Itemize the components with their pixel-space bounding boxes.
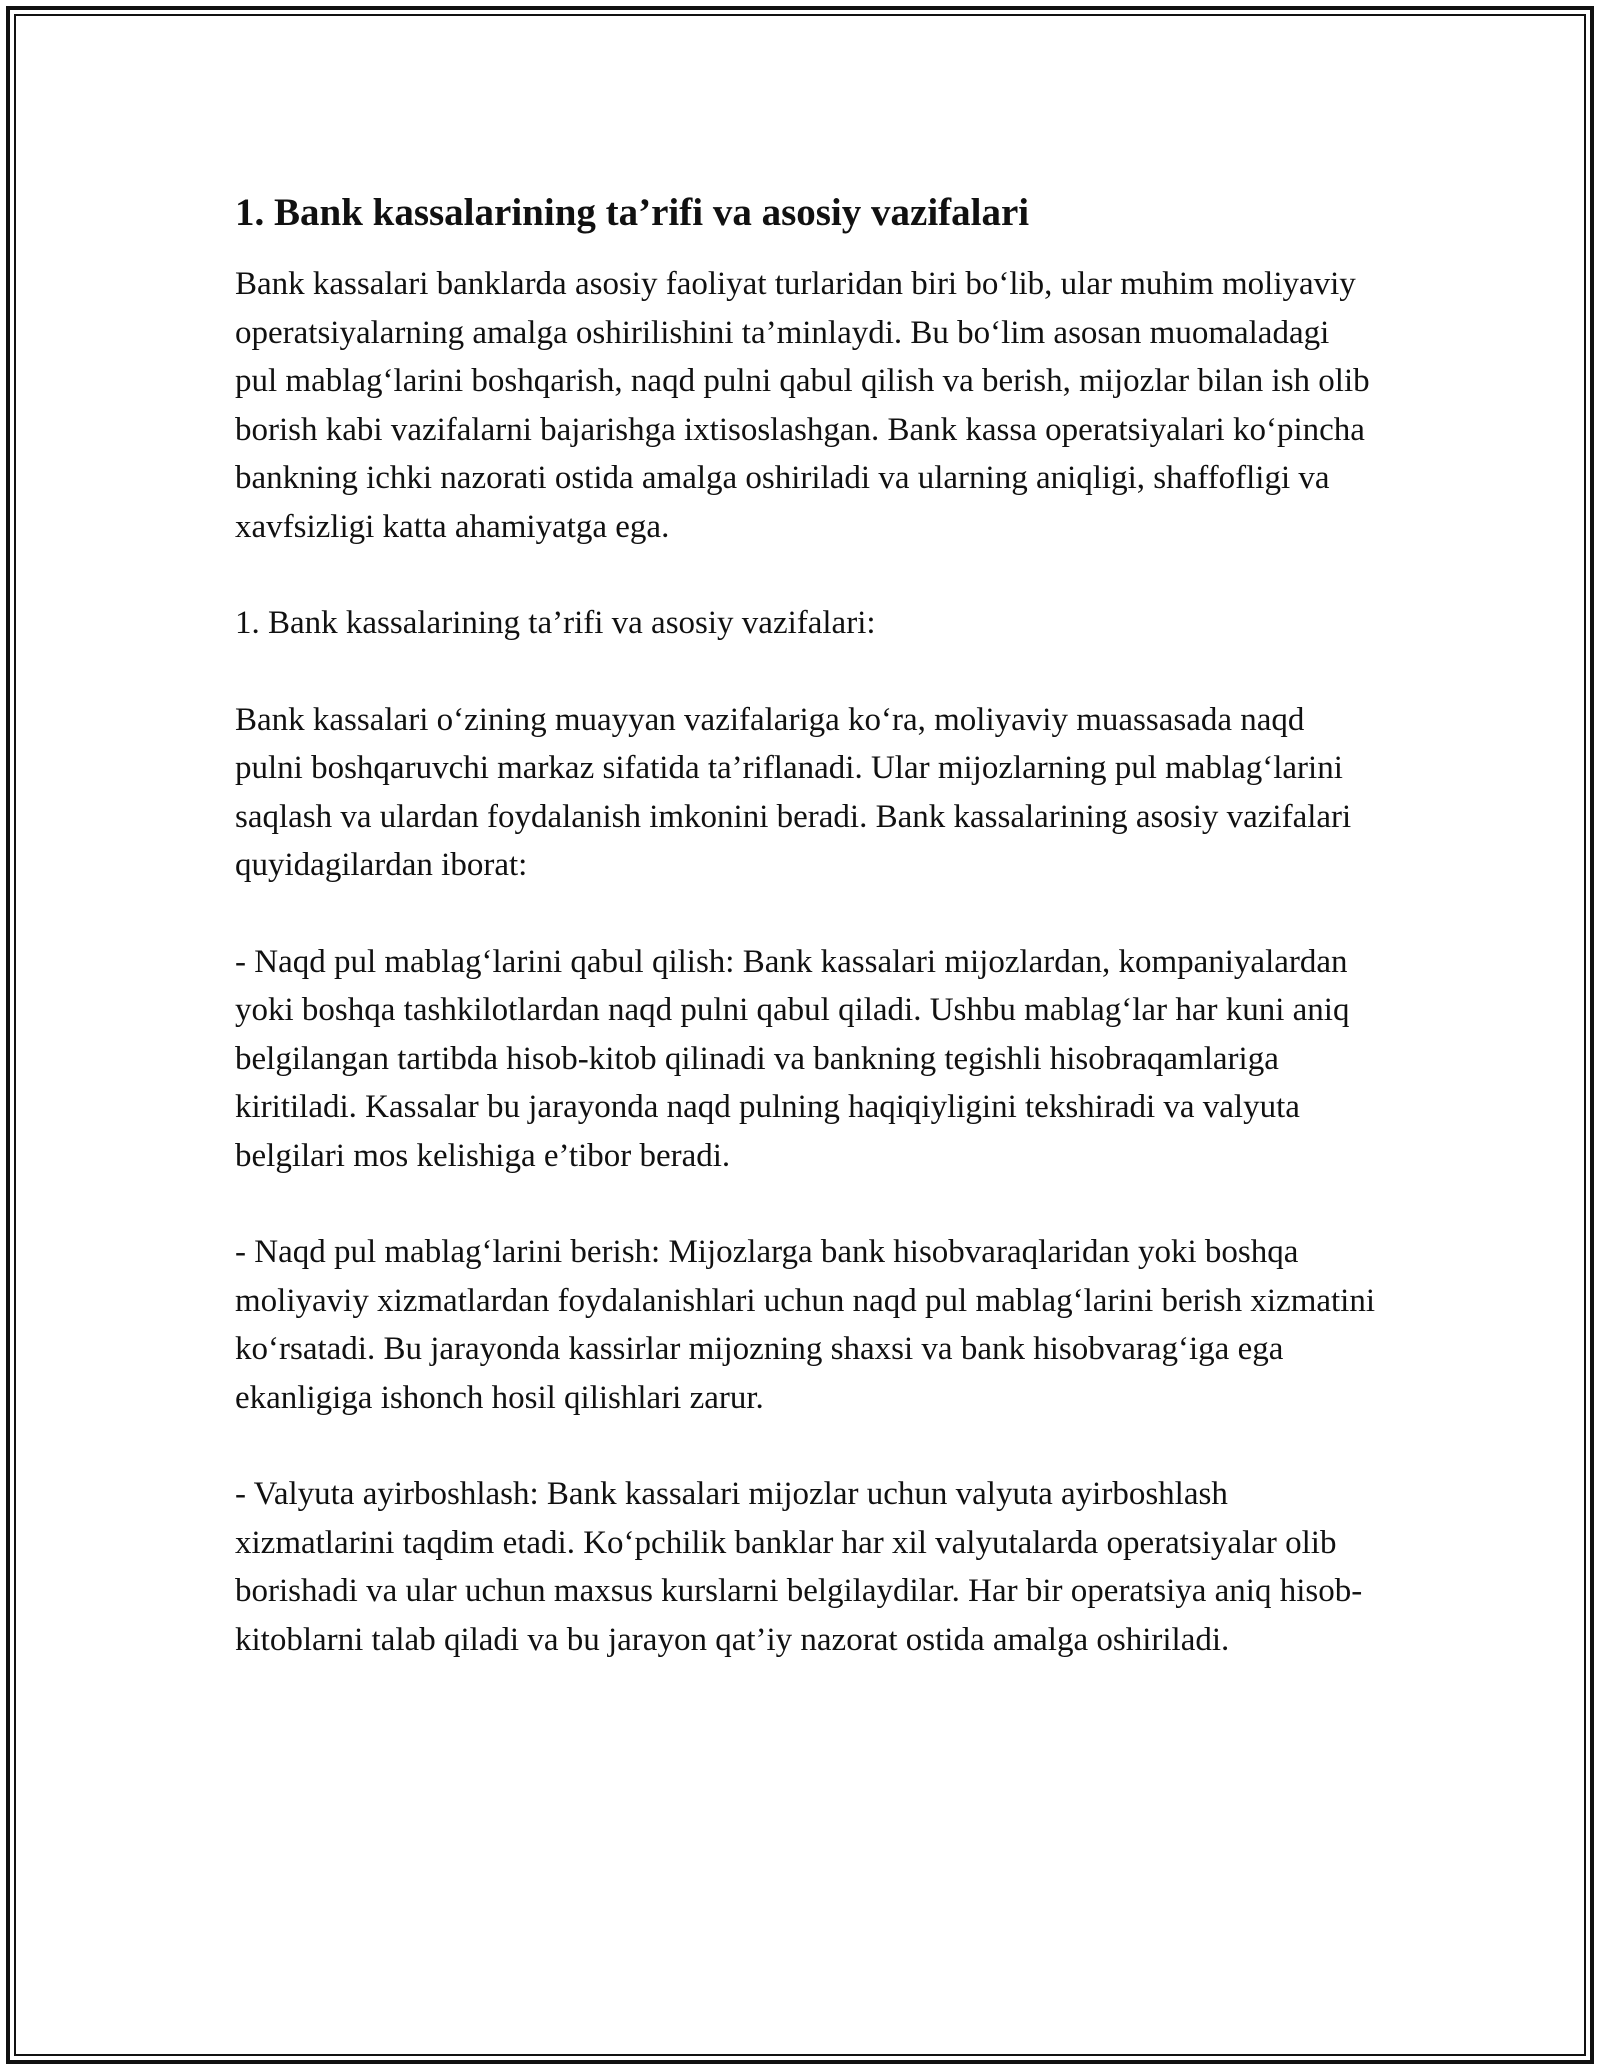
list-item-cash-receipt: - Naqd pul mablag‘larini qabul qilish: Bank kassalari mijozlardan, kompaniyalardan yoki boshqa tashkilotlardan naqd pulni qabul qiladi. Ushbu mablag‘lar har kuni aniq belgilangan tartibda hisob-kitob qilinadi va bankning tegishli hisobraqamlariga kiritiladi. Kassalar bu jarayonda naqd pulning haqiqiyligini tekshiradi va valyuta belgilari mos kelishiga e’tibor beradi. [235, 943, 1350, 1174]
paragraph-intro: Bank kassalari banklarda asosiy faoliyat turlaridan biri bo‘lib, ular muhim moliyaviy operatsiyalarning amalga oshirilishini ta’minlaydi. Bu bo‘lim asosan muomaladagi pul mablag‘larini boshqarish, naqd pulni qabul qilish va berish, mijozlar bilan ish olib borish kabi vazifalarni bajarishga ixtisoslashgan. Bank kassa operatsiyalari ko‘pincha bankning ichki nazorati ostida amalga oshiriladi va ularning aniqligi, shaffofligi va xavfsizligi katta ahamiyatga ega. [235, 266, 1370, 545]
paragraph-definition: Bank kassalari o‘zining muayyan vazifalariga ko‘ra, moliyaviy muassasada naqd pulni boshqaruvchi markaz sifatida ta’riflanadi. Ular mijozlarning pul mablag‘larini saqlash va ulardan foydalanish imkonini beradi. Bank kassalarining asosiy vazifalari quyidagilardan iborat: [235, 701, 1352, 883]
section-heading: 1. Bank kassalarining ta’rifi va asosiy vazifalari [235, 191, 1030, 234]
list-item-cash-disbursement: - Naqd pul mablag‘larini berish: Mijozlarga bank hisobvaraqlaridan yoki boshqa moliyaviy xizmatlardan foydalanishlari uchun naqd pul mablag‘larini berish xizmatini ko‘rsatadi. Bu jarayonda kassirlar mijozning shaxsi va bank hisobvarag‘iga ega ekanligiga ishonch hosil qilishlari zarur. [235, 1234, 1376, 1416]
list-item-currency-exchange: - Valyuta ayirboshlash: Bank kassalari mijozlar uchun valyuta ayirboshlash xizmatlarini taqdim etadi. Ko‘pchilik banklar har xil valyutalarda operatsiyalar olib borishadi va ular uchun maxsus kurslarni belgilaydilar. Har bir operatsiya aniq hisob-kitoblarni talab qiladi va bu jarayon qat’iy nazorat ostida amalga oshiriladi. [235, 1476, 1363, 1658]
document-body [235, 188, 1375, 1712]
paragraph-subheading: 1. Bank kassalarining ta’rifi va asosiy vazifalari: [235, 605, 876, 641]
